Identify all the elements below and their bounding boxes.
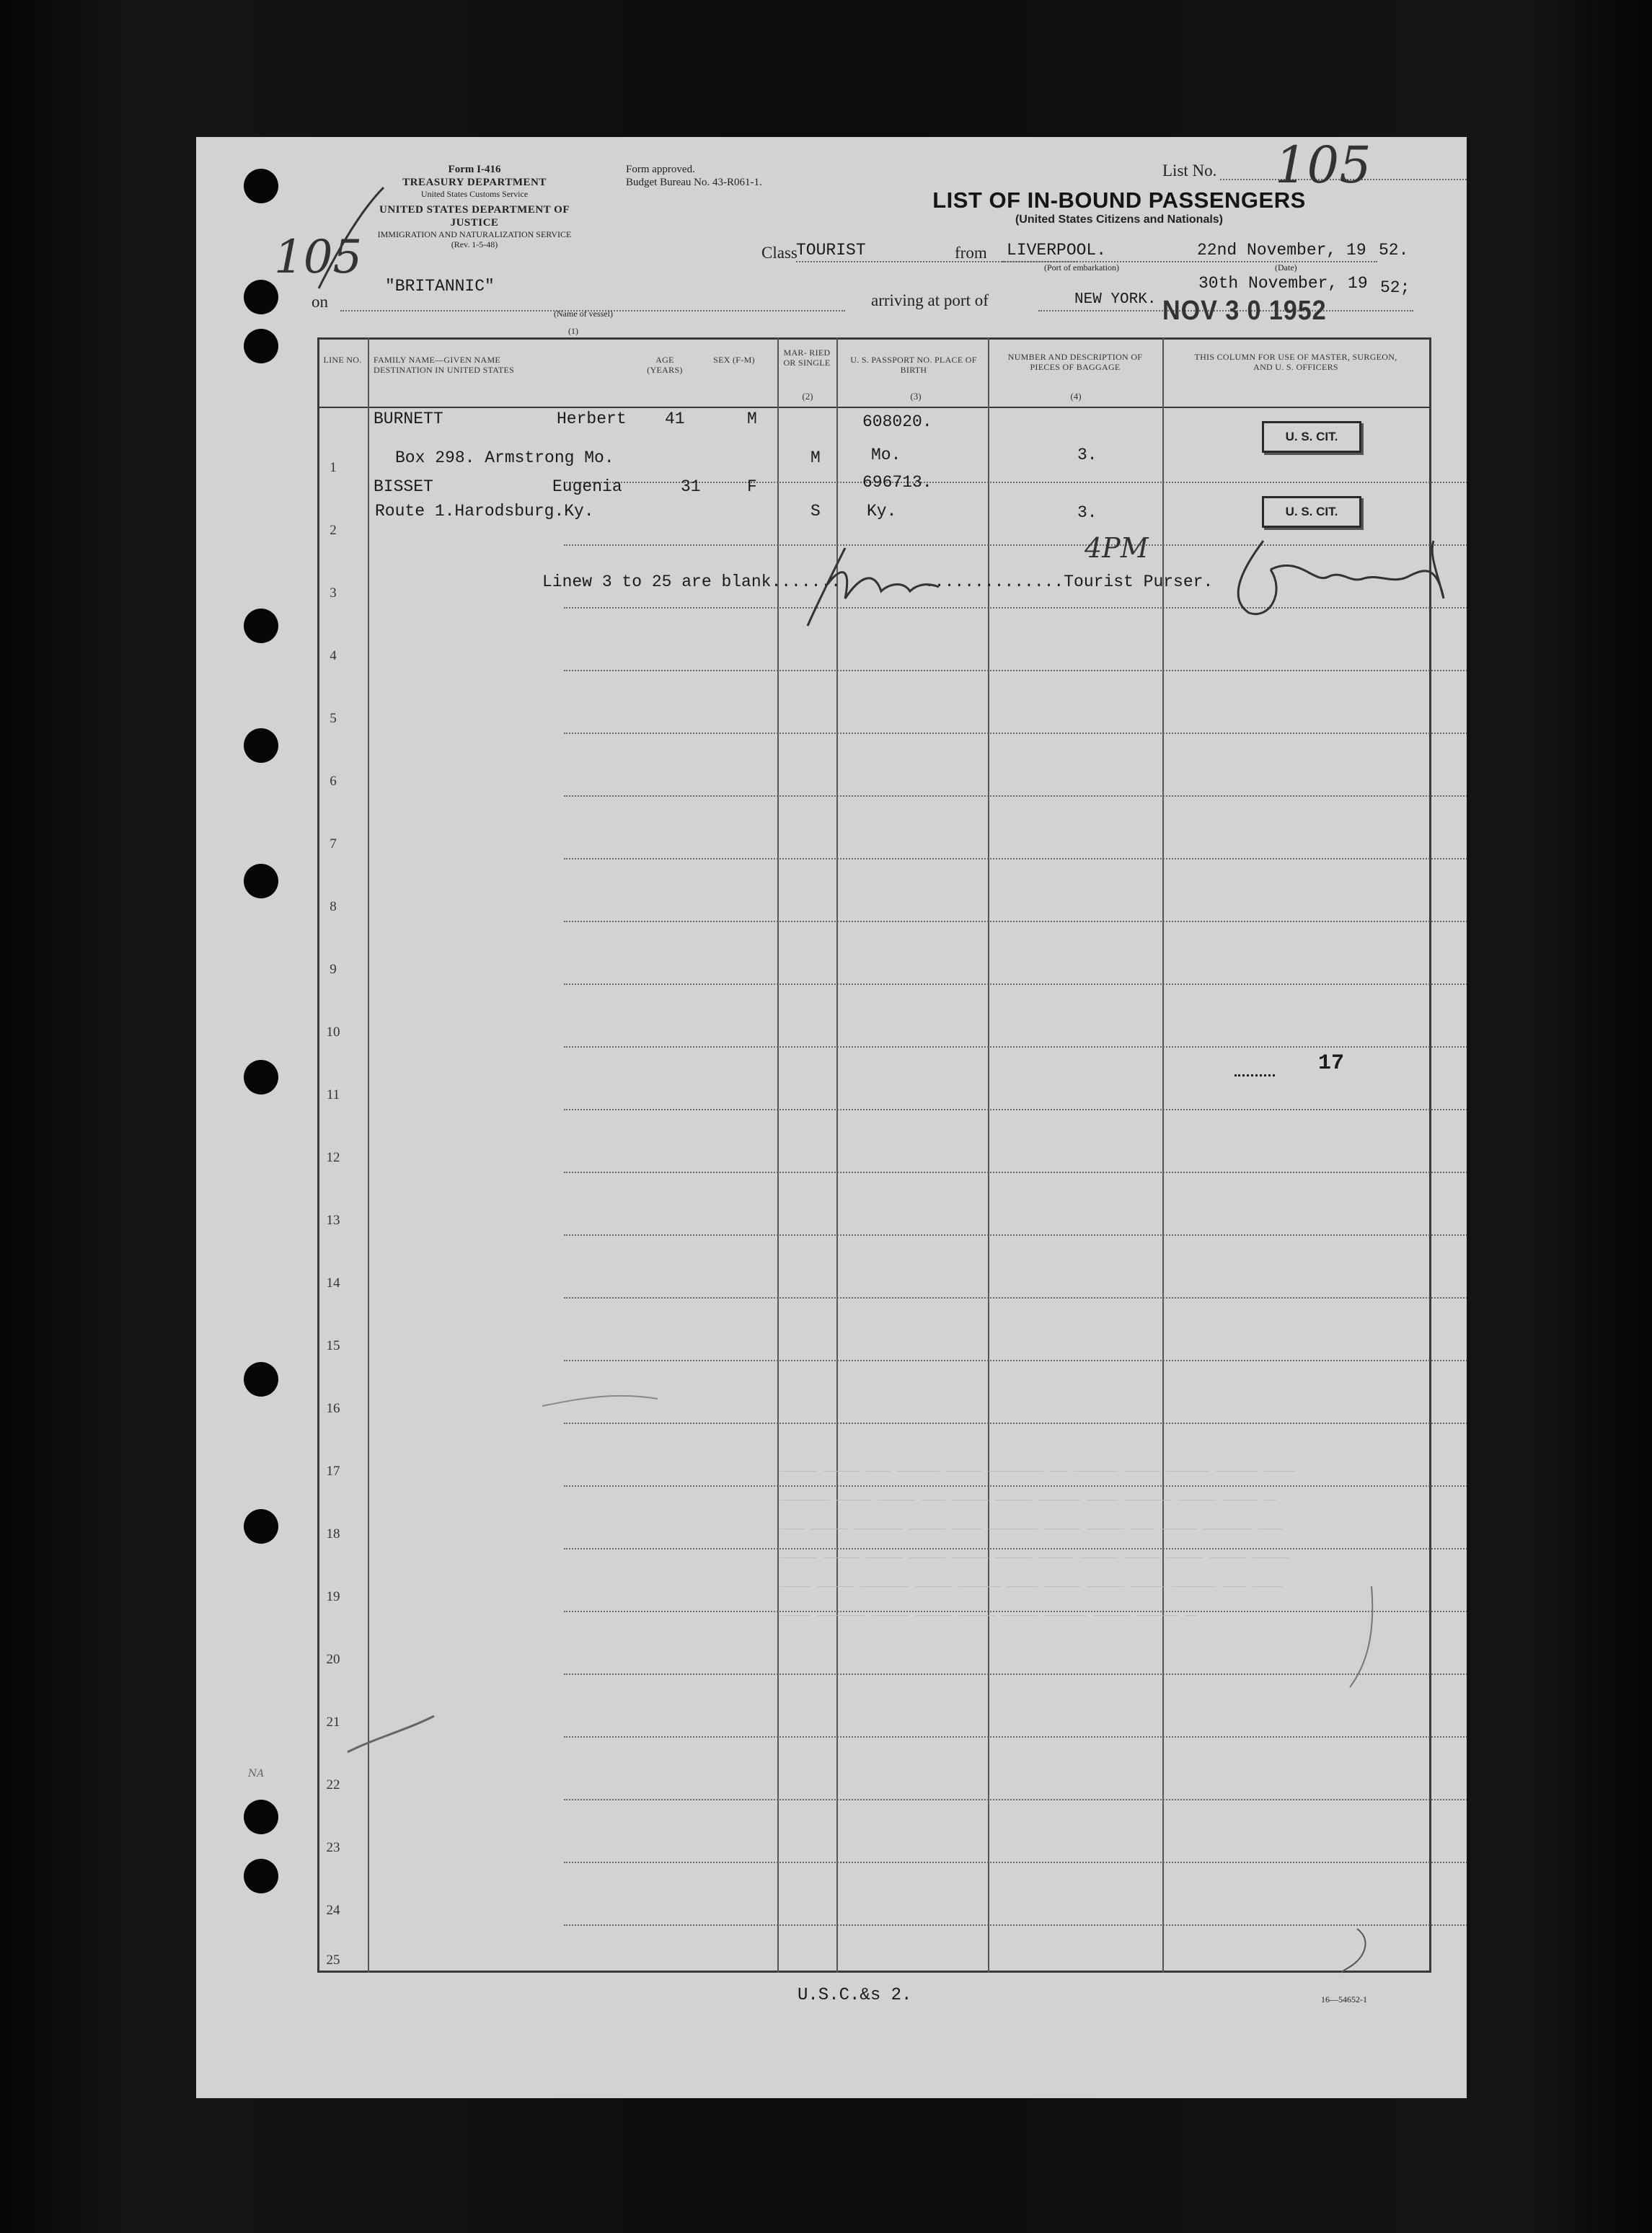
punch-hole <box>244 1859 278 1893</box>
bleed-through-text: _____ ______ ________ ______ _______ _____ ______ ______ ______ _______ ____ _____ <box>780 1575 1283 1588</box>
row-rule <box>564 1172 1467 1173</box>
line-number: 3 <box>330 585 337 601</box>
row-rule <box>564 1736 1467 1738</box>
dept-justice: UNITED STATES DEPARTMENT OF JUSTICE <box>379 204 570 229</box>
passenger-destination: Box 298. Armstrong Mo. <box>395 448 614 467</box>
dept-treasury: TREASURY DEPARTMENT <box>402 177 547 188</box>
line-number: 10 <box>326 1025 340 1040</box>
margin-pen-mark <box>340 1709 441 1766</box>
row-rule <box>564 1485 1467 1487</box>
tally-dash <box>1234 1074 1275 1076</box>
line-number: 1 <box>330 460 337 475</box>
line-number: 12 <box>326 1150 340 1165</box>
col-header-baggage: NUMBER AND DESCRIPTION OF PIECES OF BAGGAGE <box>1007 352 1143 372</box>
blank-lines-note: Linew 3 to 25 are blank....... <box>542 572 842 591</box>
line-number: 5 <box>330 711 337 726</box>
form-header-left <box>366 163 583 249</box>
arrival-date: 30th November, 19 <box>1198 274 1368 293</box>
row-rule <box>564 1234 1467 1236</box>
col-header-name-line1: FAMILY NAME—GIVEN NAME <box>374 355 501 365</box>
col-number-3: (3) <box>910 391 922 402</box>
passenger-birthplace: Ky. <box>867 502 897 521</box>
row-rule <box>564 670 1467 671</box>
arrival-date-stamp: NOV 3 0 1952 <box>1162 296 1327 326</box>
dept-justice-sub: IMMIGRATION AND NATURALIZATION SERVICE <box>377 229 572 239</box>
handwritten-count: 4PM <box>1085 532 1149 564</box>
bleed-through-text: ______ ______ ______ ______ ______ ______ ______ ______ ______ ______ ______ ______ <box>780 1546 1289 1560</box>
passenger-passport-no: 696713. <box>862 473 932 492</box>
class-value: TOURIST <box>796 241 866 260</box>
punch-hole <box>244 1060 278 1095</box>
footer-form-ref: U.S.C.&s 2. <box>798 1986 912 2005</box>
punch-hole <box>244 1509 278 1544</box>
passenger-marital-status: S <box>810 502 821 521</box>
line-number: 19 <box>326 1589 340 1604</box>
punch-hole <box>244 609 278 643</box>
passenger-marital-status: M <box>810 448 821 467</box>
embarkation-year: 52. <box>1379 241 1409 260</box>
passenger-passport-no: 608020. <box>862 412 932 431</box>
passenger-age: 31 <box>681 477 701 496</box>
bleed-through-text: ______ ______ ____ _______ ______ _________ ___ _______ ______ _______ _______ _____ <box>780 1459 1295 1473</box>
line-number: 4 <box>330 648 337 663</box>
margin-initials: NA <box>248 1768 265 1779</box>
row-rule <box>564 1297 1467 1299</box>
port-arrival: NEW YORK. <box>1074 291 1157 308</box>
col-number-2: (2) <box>802 391 813 402</box>
port-embarkation: LIVERPOOL. <box>1007 241 1107 260</box>
passenger-family-name: BISSET <box>374 477 433 496</box>
passenger-manifest-sheet <box>196 137 1467 2098</box>
form-revision: (Rev. 1-5-48) <box>451 239 498 249</box>
citizen-stamp: U. S. CIT. <box>1262 421 1361 453</box>
row-rule <box>564 983 1467 985</box>
col-header-age: AGE (YEARS) <box>647 355 683 375</box>
row-rule <box>564 858 1467 859</box>
vessel-col-number: (1) <box>568 326 578 336</box>
line-number: 14 <box>326 1275 340 1291</box>
row-rule <box>564 1673 1467 1675</box>
passenger-given-name: Eugenia <box>552 477 622 496</box>
line-number: 11 <box>326 1087 340 1102</box>
row-rule <box>564 1799 1467 1800</box>
row-rule <box>564 1423 1467 1424</box>
purser-note: ..............Tourist Purser. <box>924 572 1214 591</box>
passenger-sex: M <box>747 410 757 428</box>
col-header-passport: U. S. PASSPORT NO. PLACE OF BIRTH <box>850 355 977 375</box>
col-header-name-line2: DESTINATION IN UNITED STATES <box>374 365 515 375</box>
row-rule <box>564 1360 1467 1361</box>
form-approved: Form approved. <box>626 164 695 175</box>
line-number: 15 <box>326 1338 340 1353</box>
margin-pen-stroke <box>304 180 391 296</box>
embarkation-date: 22nd November, 19 <box>1197 241 1366 260</box>
bleed-through-text: ____ ______ ________ ______ _____ ________ ______ ______ ____ ______ ________ ____ <box>780 1517 1283 1531</box>
vessel-caption: (Name of vessel) <box>554 309 613 319</box>
budget-bureau: Budget Bureau No. 43-R061-1. <box>626 177 762 188</box>
citizen-stamp: U. S. CIT. <box>1262 496 1361 528</box>
list-no-handwritten: 105 <box>1275 137 1371 195</box>
port-embark-caption: (Port of embarkation) <box>1044 262 1119 273</box>
passenger-birthplace: Mo. <box>871 446 901 464</box>
margin-handwritten-number: 105 <box>274 231 363 284</box>
vessel-name: "BRITANNIC" <box>385 277 495 296</box>
line-number: 18 <box>326 1526 340 1542</box>
line-number: 22 <box>326 1777 340 1792</box>
page-subtitle: (United States Citizens and Nationals) <box>1015 213 1224 226</box>
line-number: 24 <box>326 1903 340 1918</box>
passenger-destination: Route 1.Harodsburg.Ky. <box>375 502 594 521</box>
purser-signature <box>802 541 946 634</box>
faint-pen-mark <box>1335 1925 1379 1976</box>
budget-approval <box>626 163 762 189</box>
passenger-given-name: Herbert <box>557 410 627 428</box>
row-rule <box>564 921 1467 922</box>
list-no-label: List No. <box>1162 162 1217 180</box>
col-header-name <box>374 355 590 375</box>
on-label: on <box>312 293 328 311</box>
class-label: Class <box>761 244 798 262</box>
form-number: Form I-416 <box>448 164 501 175</box>
line-number: 6 <box>330 774 337 789</box>
punch-hole <box>244 169 278 203</box>
line-number: 16 <box>326 1401 340 1416</box>
punch-hole <box>244 1362 278 1397</box>
line-number: 8 <box>330 899 337 914</box>
passenger-baggage: 3. <box>1077 503 1097 522</box>
row-rule <box>564 733 1467 734</box>
table-header-rule <box>317 407 1431 408</box>
col-header-married: MAR- RIED OR SINGLE <box>783 348 831 368</box>
officer-signature <box>1220 526 1458 634</box>
line-number: 2 <box>330 523 337 538</box>
punch-hole <box>244 728 278 763</box>
footer-print-code: 16—54652-1 <box>1321 1994 1367 2004</box>
bleed-through-text: _____ ________ ______ ______ ______ ______ _______ ______ _______ __ <box>780 1604 1197 1617</box>
passenger-sex: F <box>747 477 757 496</box>
dept-treasury-sub: United States Customs Service <box>420 189 529 199</box>
line-number: 21 <box>326 1715 340 1730</box>
row-rule <box>564 1046 1467 1048</box>
passenger-baggage: 3. <box>1077 446 1097 464</box>
page-title: LIST OF IN-BOUND PASSENGERS <box>932 187 1306 213</box>
col-number-4: (4) <box>1070 391 1082 402</box>
row-rule <box>564 1862 1467 1863</box>
passenger-age: 41 <box>665 410 685 428</box>
passenger-family-name: BURNETT <box>374 410 443 428</box>
line-number: 20 <box>326 1652 340 1667</box>
line-number: 23 <box>326 1840 340 1855</box>
row-rule <box>564 1924 1467 1926</box>
faint-pen-mark <box>535 1384 665 1413</box>
col-header-line: LINE NO. <box>323 355 362 365</box>
punch-hole <box>244 1800 278 1834</box>
from-label: from <box>955 244 987 262</box>
row-rule <box>564 1109 1467 1110</box>
arrival-year: 52; <box>1380 278 1410 297</box>
punch-hole <box>244 864 278 898</box>
punch-hole <box>244 329 278 363</box>
punch-hole <box>244 280 278 314</box>
col-header-sex: SEX (F-M) <box>713 355 755 365</box>
line-number: 25 <box>326 1953 340 1968</box>
line-number: 13 <box>326 1213 340 1228</box>
faint-pen-mark <box>1343 1579 1386 1702</box>
bleed-through-text: ________ ______ ______ ____ ______ ______ _______ _____ ________ ______ ______ __ <box>780 1488 1277 1502</box>
row-rule <box>564 795 1467 797</box>
tally-count: 17 <box>1318 1051 1345 1076</box>
col-header-officers: THIS COLUMN FOR USE OF MASTER, SURGEON, AND U. S. OFFICERS <box>1194 352 1397 372</box>
line-number: 7 <box>330 836 337 852</box>
line-number: 17 <box>326 1464 340 1479</box>
arriving-label: arriving at port of <box>871 291 989 309</box>
date-caption: (Date) <box>1275 262 1297 273</box>
line-number: 9 <box>330 962 337 977</box>
